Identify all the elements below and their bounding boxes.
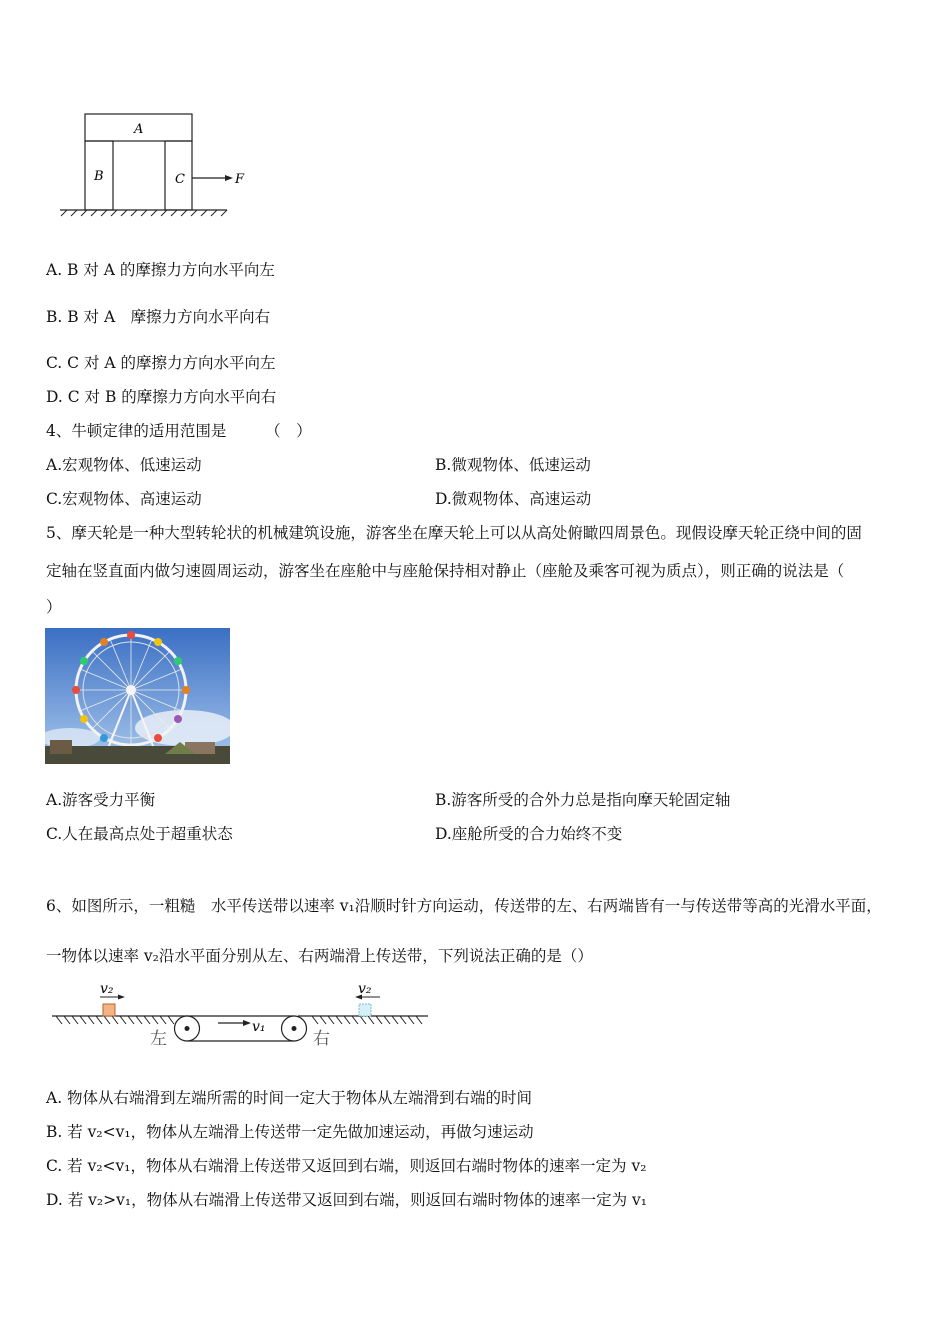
q5-option-c: C.人在最高点处于超重状态	[46, 825, 233, 843]
label-f: F	[235, 172, 245, 187]
q5-option-d: D.座舱所受的合力始终不变	[435, 825, 623, 843]
v1-label: v₁	[252, 1019, 266, 1035]
label-c: C	[175, 172, 185, 187]
q4-option-b: B.微观物体、低速运动	[435, 456, 591, 474]
q4-stem: 4、牛顿定律的适用范围是 （ ）	[46, 422, 312, 440]
right-hatching	[312, 1016, 422, 1024]
blocks-diagram	[55, 108, 265, 218]
q5-option-b: B.游客所受的合外力总是指向摩天轮固定轴	[435, 791, 731, 809]
q6-option-d: D. 若 v₂>v₁，物体从右端滑上传送带又返回到右端，则返回右端时物体的速率一定为 v₁	[46, 1191, 647, 1209]
ferris-wheel-photo	[45, 628, 230, 764]
v2-left-label: v₂	[100, 981, 114, 997]
v2-right-label: v₂	[358, 981, 372, 997]
left-hatching	[56, 1016, 174, 1024]
q4-option-d: D.微观物体、高速运动	[435, 490, 592, 508]
q6-option-b: B. 若 v₂<v₁，物体从左端滑上传送带一定先做加速运动，再做匀速运动	[46, 1123, 534, 1141]
q4-option-a: A.宏观物体、低速运动	[46, 456, 202, 474]
q6-option-a: A. 物体从右端滑到左端所需的时间一定大于物体从左端滑到右端的时间	[46, 1089, 533, 1107]
q5-option-a: A.游客受力平衡	[46, 791, 156, 809]
ground-hatching	[61, 210, 227, 216]
q6-stem-line1: 6、如图所示，一粗糙 水平传送带以速率 v₁沿顺时针方向运动，传送带的左、右两端皆有一与传送带等高的光滑水平面，	[46, 897, 882, 915]
force-arrowhead	[225, 175, 233, 181]
right-block	[359, 1004, 371, 1016]
q3-option-b: B. B 对 A 摩擦力方向水平向右	[46, 308, 271, 326]
label-b: B	[94, 169, 104, 184]
conveyor-diagram	[48, 980, 438, 1055]
q5-stem-line3: ）	[46, 598, 62, 616]
q3-option-d: D. C 对 B 的摩擦力方向水平向右	[46, 388, 277, 406]
q5-stem-line2: 定轴在竖直面内做匀速圆周运动，游客坐在座舱中与座舱保持相对静止（座舱及乘客可视为质点），则正确的说法是（	[46, 562, 845, 580]
right-label: 右	[313, 1029, 330, 1049]
q3-option-a: A. B 对 A 的摩擦力方向水平向左	[46, 261, 275, 279]
left-block	[103, 1004, 115, 1016]
left-label: 左	[150, 1029, 167, 1049]
q4-option-c: C.宏观物体、高速运动	[46, 490, 202, 508]
q6-option-c: C. 若 v₂<v₁，物体从右端滑上传送带又返回到右端，则返回右端时物体的速率一定为 v₂	[46, 1157, 647, 1175]
q3-option-c: C. C 对 A 的摩擦力方向水平向左	[46, 354, 276, 372]
q6-stem-line2: 一物体以速率 v₂沿水平面分别从左、右两端滑上传送带，下列说法正确的是（）	[46, 947, 593, 965]
label-a: A	[134, 122, 144, 137]
q5-stem-line1: 5、摩天轮是一种大型转轮状的机械建筑设施，游客坐在摩天轮上可以从高处俯瞰四周景色。现假设摩天轮正绕中间的固	[46, 524, 862, 542]
